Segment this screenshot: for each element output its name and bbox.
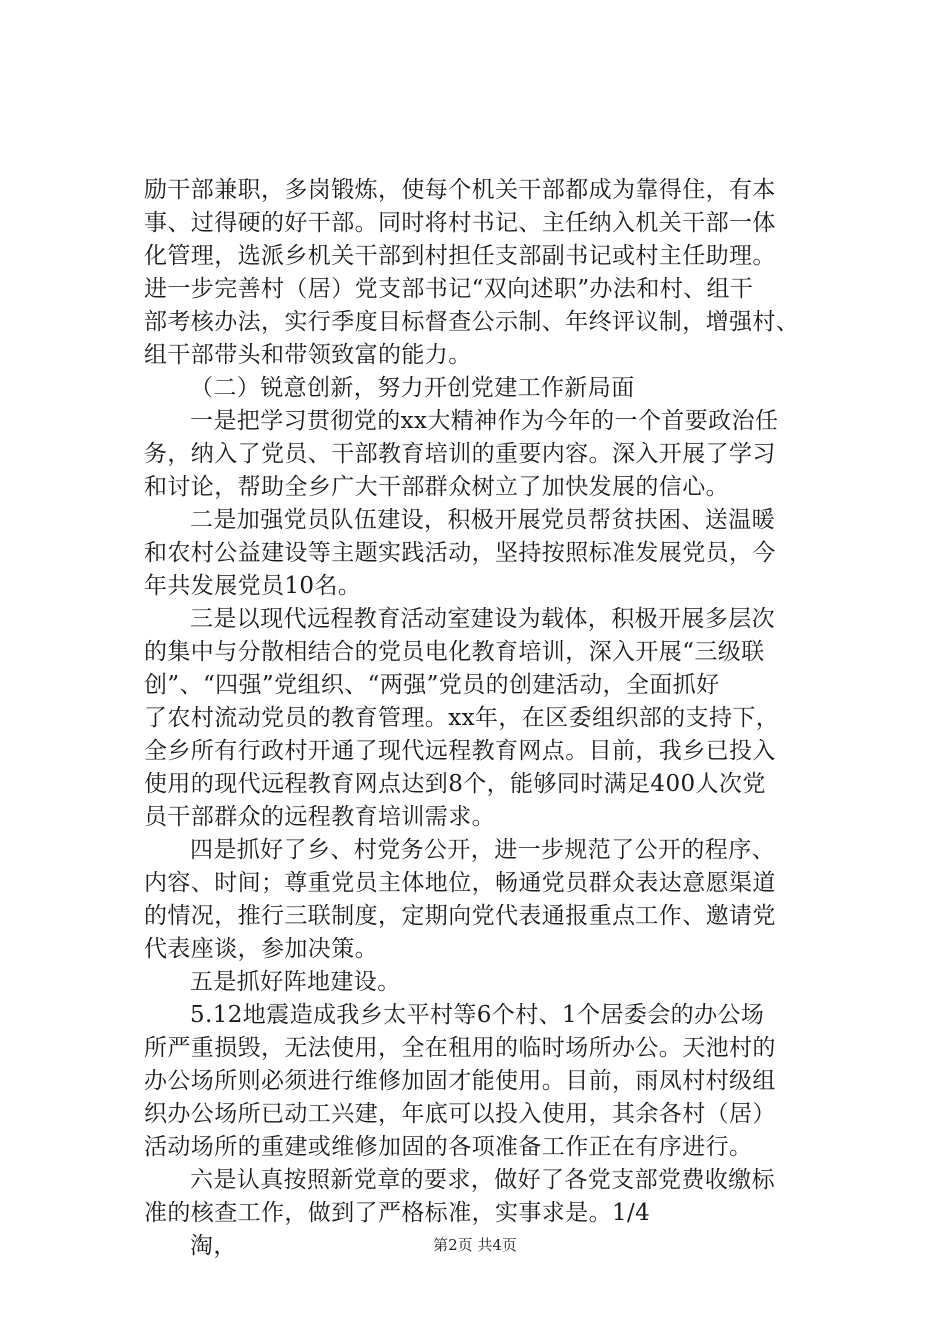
text-line: 代表座谈，参加决策。 [144,936,378,962]
text-line: 化管理，选派乡机关干部到村担任支部副书记或村主任助理。 [144,243,776,269]
text-line: 一是把学习贯彻党的xx大精神作为今年的一个首要政治任 [190,408,779,434]
text-line: 部考核办法，实行季度目标督查公示制、年终评议制，增强村、 [144,309,800,335]
text-line: 员干部群众的远程教育培训需求。 [144,804,495,830]
text-line: 的集中与分散相结合的党员电化教育培训，深入开展“三级联 [144,639,765,665]
text-line: 准的核查工作，做到了严格标准，实事求是。1/4 [144,1200,651,1226]
text-line: 使用的现代远程教育网点达到8个，能够同时满足400人次党 [144,771,766,797]
text-line: 办公场所则必须进行维修加固才能使用。目前，雨凤村村级组 [144,1068,776,1094]
text-line: 四是抓好了乡、村党务公开，进一步规范了公开的程序、 [190,837,775,863]
section-heading: （二）锐意创新，努力开创党建工作新局面 [190,375,635,401]
text-line: 组干部带头和带领致富的能力。 [144,342,472,368]
document-body [144,174,834,1263]
text-line: 年共发展党员10名。 [144,573,362,599]
text-line: 5.12地震造成我乡太平村等6个村、1个居委会的办公场 [190,1002,765,1028]
text-line: 的情况，推行三联制度，定期向党代表通报重点工作、邀请党 [144,903,776,929]
text-line: 淘， [190,1233,237,1259]
text-line: 三是以现代远程教育活动室建设为载体，积极开展多层次 [190,606,775,632]
text-line: 活动场所的重建或维修加固的各项准备工作正在有序进行。 [144,1134,753,1160]
text-line: 五是抓好阵地建设。 [190,969,401,995]
text-line: 和农村公益建设等主题实践活动，坚持按照标准发展党员，今 [144,540,776,566]
text-line: 和讨论，帮助全乡广大干部群众树立了加快发展的信心。 [144,474,729,500]
text-line: 全乡所有行政村开通了现代远程教育网点。目前，我乡已投入 [144,738,776,764]
text-line: 所严重损毁，无法使用，全在租用的临时场所办公。天池村的 [144,1035,776,1061]
text-line: 六是认真按照新党章的要求，做好了各党支部党费收缴标 [190,1167,775,1193]
text-line: 二是加强党员队伍建设，积极开展党员帮贫扶困、送温暖 [190,507,775,533]
text-line: 务，纳入了党员、干部教育培训的重要内容。深入开展了学习 [144,441,776,467]
text-line: 了农村流动党员的教育管理。xx年，在区委组织部的支持下， [144,705,780,731]
text-line: 进一步完善村（居）党支部书记“双向述职”办法和村、组干 [144,276,754,302]
text-line: 织办公场所已动工兴建，年底可以投入使用，其余各村（居） [144,1101,776,1127]
page-number-footer: 第2页 共4页 [433,1236,517,1254]
text-line: 创”、“四强”党组织、“两强”党员的创建活动，全面抓好 [144,672,720,698]
text-line: 事、过得硬的好干部。同时将村书记、主任纳入机关干部一体 [144,210,776,236]
text-line: 励干部兼职，多岗锻炼，使每个机关干部都成为靠得住，有本 [144,177,776,203]
text-line: 内容、时间；尊重党员主体地位，畅通党员群众表达意愿渠道 [144,870,776,896]
